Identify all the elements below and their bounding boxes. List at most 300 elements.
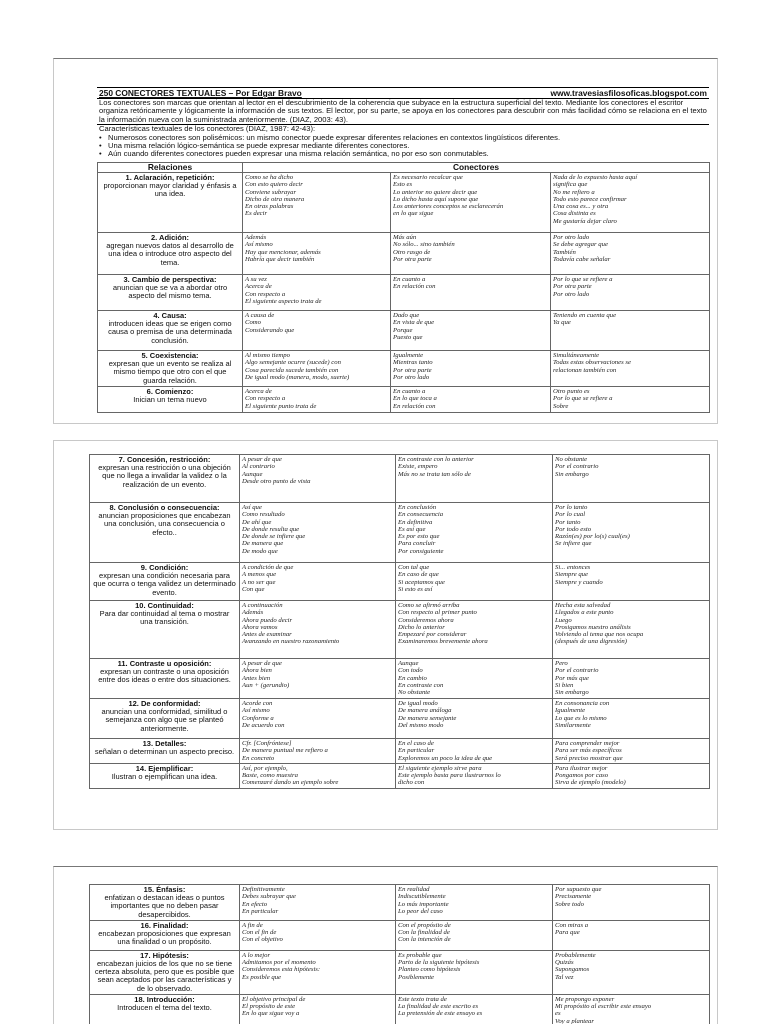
connector-phrase: Quizás (555, 959, 574, 967)
connector-phrase: Considerando que (245, 326, 295, 334)
connector-phrase: Mi propósito al escribir este ensayo (555, 1003, 652, 1011)
connector-phrase: Empezaré por considerar (398, 631, 467, 639)
connector-phrase: A causa de (245, 312, 275, 319)
relation-description: encabezan juicios de los que no se tiene certeza absoluta, pero que es posible que sean aceptados por las características y de lo observado. (94, 959, 235, 993)
characteristics-list (97, 134, 709, 159)
connector-phrase: En otras palabras (245, 203, 294, 211)
connector-phrase: Consideremos ahora (398, 616, 454, 624)
relation-title: 16. Finalidad: (140, 920, 189, 930)
connector-phrase: Con respecto al primer punto (398, 609, 477, 617)
relation-title: 11. Contraste u oposición: (117, 659, 212, 668)
connector-phrase: Este ejemplo basta para ilustrarnos lo (398, 772, 501, 780)
connector-phrase: Supongamos (555, 966, 590, 974)
connector-phrase: Con respecto a (245, 395, 286, 403)
document-page-1 (53, 58, 718, 424)
connector-row (90, 699, 710, 739)
connector-phrase: Además (242, 609, 264, 617)
connector-phrase: Además (245, 234, 267, 241)
connectors-cell (396, 455, 553, 503)
relation-title: 9. Condición: (140, 563, 189, 572)
connector-phrase: Otro rasgo de (393, 248, 431, 256)
connector-phrase: Para ser más específicos (555, 747, 622, 755)
connector-phrase: A su vez (245, 276, 267, 283)
connectors-cell (396, 563, 553, 601)
characteristic-item: • Numerosos conectores son polisémicos: un mismo conector puede expresar diferentes relaciones en contextos lingüísticos diferentes. (99, 134, 709, 142)
relation-title: 13. Detalles: (142, 739, 187, 748)
relation-description: Para dar continuidad al tema o mostrar una transición. (99, 609, 230, 627)
connector-phrase: El siguiente aspecto trata de (245, 297, 322, 305)
connector-phrase: Por otro lado (553, 234, 590, 241)
connector-phrase: Con la intención de (398, 936, 451, 944)
connector-phrase: Es probable que (398, 951, 442, 959)
connector-phrase: Por lo cual (555, 511, 586, 519)
connector-phrase: significa que (553, 181, 588, 189)
document-page-2 (53, 440, 718, 830)
connectors-cell (553, 739, 710, 764)
connector-phrase: Cosa parecida sucede también con (245, 366, 339, 374)
connector-phrase: Más aún (393, 234, 417, 241)
connector-phrase: Ya que (553, 319, 571, 327)
connector-phrase: Con el propósito de (398, 921, 451, 929)
connector-phrase: Igualmente (393, 352, 424, 359)
connectors-cell (240, 699, 396, 739)
connector-phrase: Como resultado (242, 511, 285, 519)
characteristic-item: • Aún cuando diferentes conectores pueden expresar una misma relación semántica, no por eso son conmutables. (99, 150, 709, 158)
connector-phrase: Igualmente (555, 707, 586, 715)
connector-phrase: Por otra parte (393, 255, 432, 263)
connector-phrase: A pesar de que (242, 456, 282, 463)
connector-row (90, 601, 710, 659)
connectors-cell (243, 275, 391, 311)
relation-cell (90, 739, 240, 764)
connectors-cell (396, 503, 553, 563)
connector-row (90, 885, 710, 921)
connector-phrase: En cambio (398, 674, 427, 682)
connector-phrase: Este texto trata de (398, 995, 447, 1003)
relation-description: agregan nuevos datos al desarrollo de una idea o introduce otro aspecto del tema. (106, 241, 234, 267)
connector-phrase: En lo que toca a (393, 395, 437, 403)
connector-phrase: A pesar de que (242, 660, 282, 667)
connector-phrase: Puesto que (393, 333, 423, 341)
connector-phrase: Con la finalidad de (398, 929, 450, 937)
connector-phrase: Acerca de (245, 283, 272, 291)
connectors-cell (240, 885, 396, 921)
connectors-cell (240, 601, 396, 659)
connector-phrase: De manera semejante (398, 714, 457, 722)
relation-cell (90, 563, 240, 601)
connector-phrase: Precisamente (555, 893, 592, 901)
relation-cell (90, 659, 240, 699)
connector-phrase: De donde resulta que (242, 525, 300, 533)
connector-phrase: En vista de que (393, 319, 435, 327)
connectors-cell (396, 885, 553, 921)
relation-cell (98, 351, 243, 387)
connector-phrase: En relación con (393, 402, 436, 410)
relation-description: encabezan proposiciones que expresan una finalidad o un propósito. (98, 929, 231, 947)
connector-phrase: En relación con (393, 283, 436, 291)
connector-phrase: De modo que (242, 547, 278, 555)
connector-phrase: Así mismo (245, 241, 273, 249)
connector-row (90, 920, 710, 950)
connector-phrase: A lo mejor (242, 951, 271, 959)
connector-phrase: Ahora bien (242, 667, 272, 675)
connector-row (90, 763, 710, 788)
connector-phrase: Aun + (gerundio) (242, 681, 290, 689)
connector-phrase: Desde otro punto de vista (242, 477, 311, 485)
connectors-cell (240, 659, 396, 699)
connector-row (90, 950, 710, 994)
connector-phrase: Antes de examinar (242, 631, 292, 639)
connector-phrase: Me propongo exponer (555, 995, 615, 1003)
connector-row (98, 233, 710, 275)
connector-phrase: Por consiguiente (398, 547, 444, 555)
connector-row (98, 275, 710, 311)
connector-phrase: Razón(es) por lo(s) cual(es) (555, 533, 630, 541)
connector-phrase: Planteo como hipótesis (398, 966, 461, 974)
relation-title: 18. Introducción: (134, 994, 195, 1004)
connectors-cell (553, 455, 710, 503)
document-page-3 (53, 866, 718, 1024)
connectors-cell (240, 503, 396, 563)
relation-cell (98, 233, 243, 275)
connector-phrase: Consideremos esta hipótesis: (242, 966, 321, 974)
connector-phrase: Para ilustrar mejor (555, 764, 608, 772)
connector-phrase: La finalidad de este escrito es (398, 1003, 479, 1011)
connector-phrase: Es así que (398, 525, 426, 533)
connector-phrase: Todo esto parece confirmar (553, 195, 627, 203)
connector-phrase: Así, por ejemplo, (242, 764, 288, 772)
connector-phrase: Sobre (553, 402, 569, 410)
connector-phrase: Comenzaré dando un ejemplo sobre (242, 779, 339, 787)
connector-phrase: Para que (555, 929, 580, 937)
relation-description: proporcionan mayor claridad y énfasis a una idea. (103, 181, 237, 199)
connector-phrase: Se debe agregar que (553, 241, 608, 249)
connector-phrase: Con esto quiero decir (245, 181, 303, 189)
connector-phrase: Todavía cabe señalar (553, 255, 611, 263)
connectors-cell (551, 275, 710, 311)
connectors-cell (391, 351, 551, 387)
connector-phrase: Aunque (398, 660, 419, 667)
connector-phrase: Lo peor del caso (398, 907, 443, 915)
relation-description: Ilustran o ejemplifican una idea. (111, 772, 218, 782)
relation-description: Introducen el tema del texto. (117, 1003, 212, 1013)
characteristics-heading: Características textuales de los conectores (DIAZ, 1987: 42-43): (99, 124, 316, 134)
connector-phrase: Voy a plantear (555, 1017, 595, 1024)
table-header-row (98, 163, 710, 173)
connector-phrase: De ahí que (242, 518, 272, 526)
connector-phrase: En realidad (398, 886, 430, 893)
connectors-cell (551, 351, 710, 387)
connector-phrase: Será preciso mostrar que (555, 754, 623, 762)
connectors-cell (553, 885, 710, 921)
connector-phrase: Es necesario recalcar que (393, 174, 463, 181)
connector-phrase: Por lo tanto (555, 504, 588, 511)
connector-phrase: Con el objetivo (242, 936, 283, 944)
connector-phrase: Ahora vamos (242, 623, 278, 631)
connector-phrase: De manera que (242, 540, 284, 548)
relation-title: 14. Ejemplificar: (135, 763, 194, 773)
connectors-cell (396, 739, 553, 764)
connectors-cell (551, 387, 710, 413)
relation-description: expresan un contraste o una oposición entre dos ideas o entre dos situaciones. (98, 667, 231, 685)
connector-phrase: Por más que (555, 674, 589, 682)
connector-phrase: De igual modo (398, 700, 438, 707)
connectors-cell (553, 950, 710, 994)
connector-phrase: Cosa distinta es (553, 210, 596, 218)
relation-title: 15. Énfasis: (143, 885, 186, 894)
connector-phrase: No obstante (555, 456, 588, 463)
connector-phrase: A condición de que (242, 564, 294, 571)
connector-phrase: Algo semejante ocurre (sucede) con (245, 359, 341, 367)
connector-phrase: Simultáneamente (553, 352, 600, 359)
connector-row (90, 994, 710, 1024)
connector-phrase: Todas estas observaciones se (553, 359, 631, 367)
connector-phrase: Exploremos un poco la idea de que (398, 754, 493, 762)
connector-phrase: Existe, empero (398, 463, 438, 471)
connectors-cell (240, 950, 396, 994)
connector-phrase: Mientras tanto (393, 359, 433, 367)
connector-phrase: Ahora puedo decir (242, 616, 293, 624)
connectors-cell (551, 173, 710, 233)
connector-phrase: Avanzando en nuestro razonamiento (242, 638, 340, 646)
connector-phrase: Así que (242, 504, 262, 511)
connectors-cell (553, 920, 710, 950)
connectors-cell (243, 233, 391, 275)
connector-phrase: Indiscutiblemente (398, 893, 446, 901)
connector-phrase: Lo más importante (398, 900, 449, 908)
relation-cell (90, 763, 240, 788)
connector-phrase: Pero (555, 660, 568, 667)
connectors-cell (240, 994, 396, 1024)
connector-phrase: Otro punto es (553, 388, 590, 395)
connector-phrase: No me refiero a (553, 188, 595, 196)
connector-phrase: Conviene subrayar (245, 188, 297, 196)
connector-phrase: Al mismo tiempo (245, 352, 290, 359)
connector-phrase: De acuerdo con (242, 721, 285, 729)
connector-phrase: Acerca de (245, 388, 272, 395)
connector-phrase: Por lo que se refiere a (553, 276, 613, 283)
connectors-cell (240, 920, 396, 950)
connector-phrase: Baste, como muestra (242, 772, 298, 780)
connector-phrase: Definitivamente (242, 886, 285, 893)
connector-phrase: Con miras a (555, 921, 589, 929)
connectors-cell (553, 699, 710, 739)
connector-phrase: Similarmente (555, 721, 591, 729)
connector-row (98, 311, 710, 351)
connectors-cell (396, 950, 553, 994)
connector-phrase: Con respecto a (245, 290, 286, 298)
connector-phrase: (después de una digresión) (555, 638, 628, 646)
connectors-cell (243, 387, 391, 413)
connector-phrase: Se infiere que (555, 540, 592, 548)
connector-phrase: A menos que (242, 571, 277, 579)
connectors-cell (396, 763, 553, 788)
connector-phrase: Por el contrario (555, 667, 599, 675)
connector-phrase: es (555, 1010, 561, 1018)
connector-phrase: Aunque (242, 470, 263, 478)
connectors-cell (553, 503, 710, 563)
relations-header: Relaciones (98, 163, 243, 173)
connector-phrase: Llegados a este punto (555, 609, 614, 617)
relation-cell (90, 885, 240, 921)
connector-phrase: En efecto (242, 900, 268, 908)
connector-phrase: En caso de que (398, 571, 439, 579)
relation-title: 6. Comienzo: (146, 387, 194, 396)
connector-phrase: Esto es (393, 181, 413, 189)
connector-phrase: Conforme a (242, 714, 274, 722)
connectors-cell (553, 994, 710, 1024)
connector-phrase: De manera análoga (398, 707, 452, 715)
connector-phrase: El siguiente ejemplo sirve para (398, 764, 482, 772)
connector-phrase: En cuanto a (393, 276, 426, 283)
connector-phrase: en lo que sigue (393, 210, 434, 218)
connector-phrase: En particular (398, 747, 435, 755)
connector-phrase: Del mismo modo (398, 721, 444, 729)
connector-phrase: El propósito de este (242, 1003, 296, 1011)
connector-phrase: Pongamos por caso (555, 772, 609, 780)
connector-phrase: Por otro lado (553, 290, 590, 298)
connector-row (90, 659, 710, 699)
connectors-table-page-2 (89, 454, 710, 789)
relation-cell (98, 387, 243, 413)
connector-phrase: De manera puntual me refiero a (242, 747, 328, 755)
connector-phrase: A no ser que (242, 578, 276, 586)
connector-phrase: Siempre que (555, 571, 588, 579)
relation-cell (90, 503, 240, 563)
connector-row (98, 173, 710, 233)
connectors-cell (391, 387, 551, 413)
connector-phrase: Con que (242, 585, 265, 593)
document-title: 250 CONECTORES TEXTUALES – Por Edgar Bravo (99, 88, 302, 98)
connector-phrase: Examinaremos brevemente ahora (398, 638, 488, 646)
connectors-cell (243, 173, 391, 233)
connector-phrase: No sólo... sino también (393, 241, 455, 249)
connectors-cell (553, 763, 710, 788)
connectors-cell (240, 455, 396, 503)
relation-cell (90, 455, 240, 503)
connector-phrase: El siguiente punto trata de (245, 402, 317, 410)
connector-phrase: Dicho de otra manera (245, 195, 305, 203)
connector-phrase: Porque (393, 326, 413, 334)
connector-phrase: El objetivo principal de (242, 995, 306, 1003)
relation-description: señalan o determinan un aspecto preciso. (94, 747, 235, 757)
connectors-table-page-1 (97, 162, 710, 413)
relation-title: 10. Continuidad: (135, 601, 194, 610)
connector-phrase: En contraste con (398, 681, 444, 689)
connector-row (90, 739, 710, 764)
relation-title: 12. De conformidad: (128, 699, 201, 708)
connectors-cell (391, 173, 551, 233)
connector-phrase: Con tal que (398, 564, 430, 571)
connector-phrase: Sin embargo (555, 470, 589, 478)
connector-phrase: Debes subrayar que (242, 893, 296, 901)
relation-title: 8. Conclusión o consecuencia: (109, 503, 220, 512)
connector-phrase: La pretensión de este ensayo es (398, 1010, 483, 1018)
connector-phrase: Siempre y cuando (555, 578, 603, 586)
connector-phrase: Por otra parte (393, 366, 432, 374)
connector-phrase: Si esto es así (398, 585, 433, 593)
relation-cell (98, 173, 243, 233)
document-header (97, 87, 709, 159)
connectors-cell (391, 311, 551, 351)
connector-phrase: Es decir (245, 210, 268, 218)
connector-phrase: Por otra parte (553, 283, 592, 291)
relation-cell (90, 699, 240, 739)
connector-phrase: Si aceptamos que (398, 578, 445, 586)
connectors-cell (396, 994, 553, 1024)
connector-phrase: Volviendo al tema que nos ocupa (555, 631, 644, 639)
connector-phrase: En definitiva (398, 518, 433, 526)
connector-phrase: Es posible que (242, 973, 282, 981)
connector-phrase: Por supuesto que (555, 886, 602, 893)
connector-phrase: En particular (242, 907, 279, 915)
connector-phrase: Lo anterior no quiere decir que (393, 188, 478, 196)
connector-phrase: Nada de lo expuesto hasta aquí (553, 174, 638, 181)
relation-title: 2. Adición: (150, 233, 190, 242)
connector-phrase: Cfr. [Confróntese] (242, 740, 292, 747)
connector-phrase: Lo dicho hasta aquí supone que (393, 195, 479, 203)
connector-phrase: En conclusión (398, 504, 437, 511)
connector-phrase: De donde se infiere que (242, 533, 306, 541)
connector-phrase: A continuación (242, 602, 283, 609)
connectors-cell (243, 311, 391, 351)
connector-phrase: Es por esto que (398, 533, 440, 541)
relation-title: 5. Coexistencia: (141, 351, 199, 360)
connectors-cell (240, 563, 396, 601)
connector-phrase: Luego (555, 616, 572, 624)
connectors-cell (391, 233, 551, 275)
connector-phrase: Una cosa es... y otra (553, 203, 609, 211)
connector-phrase: No obstante (398, 689, 431, 697)
connector-phrase: dicho con (398, 779, 425, 787)
connector-phrase: Como se ha dicho (245, 174, 294, 181)
connectors-cell (396, 920, 553, 950)
connector-phrase: En consonancia con (555, 700, 610, 707)
connector-phrase: Al contrario (242, 463, 275, 471)
connector-phrase: También (553, 248, 576, 256)
relation-title: 17. Hipótesis: (140, 950, 189, 960)
connectors-cell (553, 659, 710, 699)
relation-cell (90, 994, 240, 1024)
connector-phrase: De igual modo (manera, modo, suerte) (245, 373, 350, 381)
connector-row (90, 503, 710, 563)
connector-phrase: Dado que (393, 312, 420, 319)
connector-phrase: Con todo (398, 667, 423, 675)
connectors-cell (551, 311, 710, 351)
connector-phrase: Como (245, 319, 261, 327)
connector-phrase: Tal vez (555, 973, 574, 981)
connector-phrase: Parto de la siguiente hipótesis (398, 959, 480, 967)
connector-row (90, 563, 710, 601)
connectors-cell (551, 233, 710, 275)
connector-phrase: Con el fin de (242, 929, 277, 937)
connectors-cell (396, 601, 553, 659)
connector-phrase: Los anteriores conceptos se esclarecerán (393, 203, 504, 211)
connector-phrase: En concreto (242, 754, 275, 762)
connector-row (98, 387, 710, 413)
connector-phrase: Acorde con (242, 700, 273, 707)
connector-phrase: Por otro lado (393, 373, 430, 381)
connectors-cell (391, 275, 551, 311)
connectors-table-page-3 (89, 884, 710, 1024)
relation-cell (90, 601, 240, 659)
relation-cell (98, 311, 243, 351)
connector-phrase: Sirva de ejemplo (modelo) (555, 779, 626, 787)
connector-phrase: Más no se trata tan sólo de (398, 470, 471, 478)
relation-description: introducen ideas que se erigen como causa o premisa de una determinada conclusión. (108, 319, 232, 345)
relation-title: 1. Aclaración, repetición: (125, 173, 215, 182)
connector-phrase: Habría que decir también (245, 255, 315, 263)
